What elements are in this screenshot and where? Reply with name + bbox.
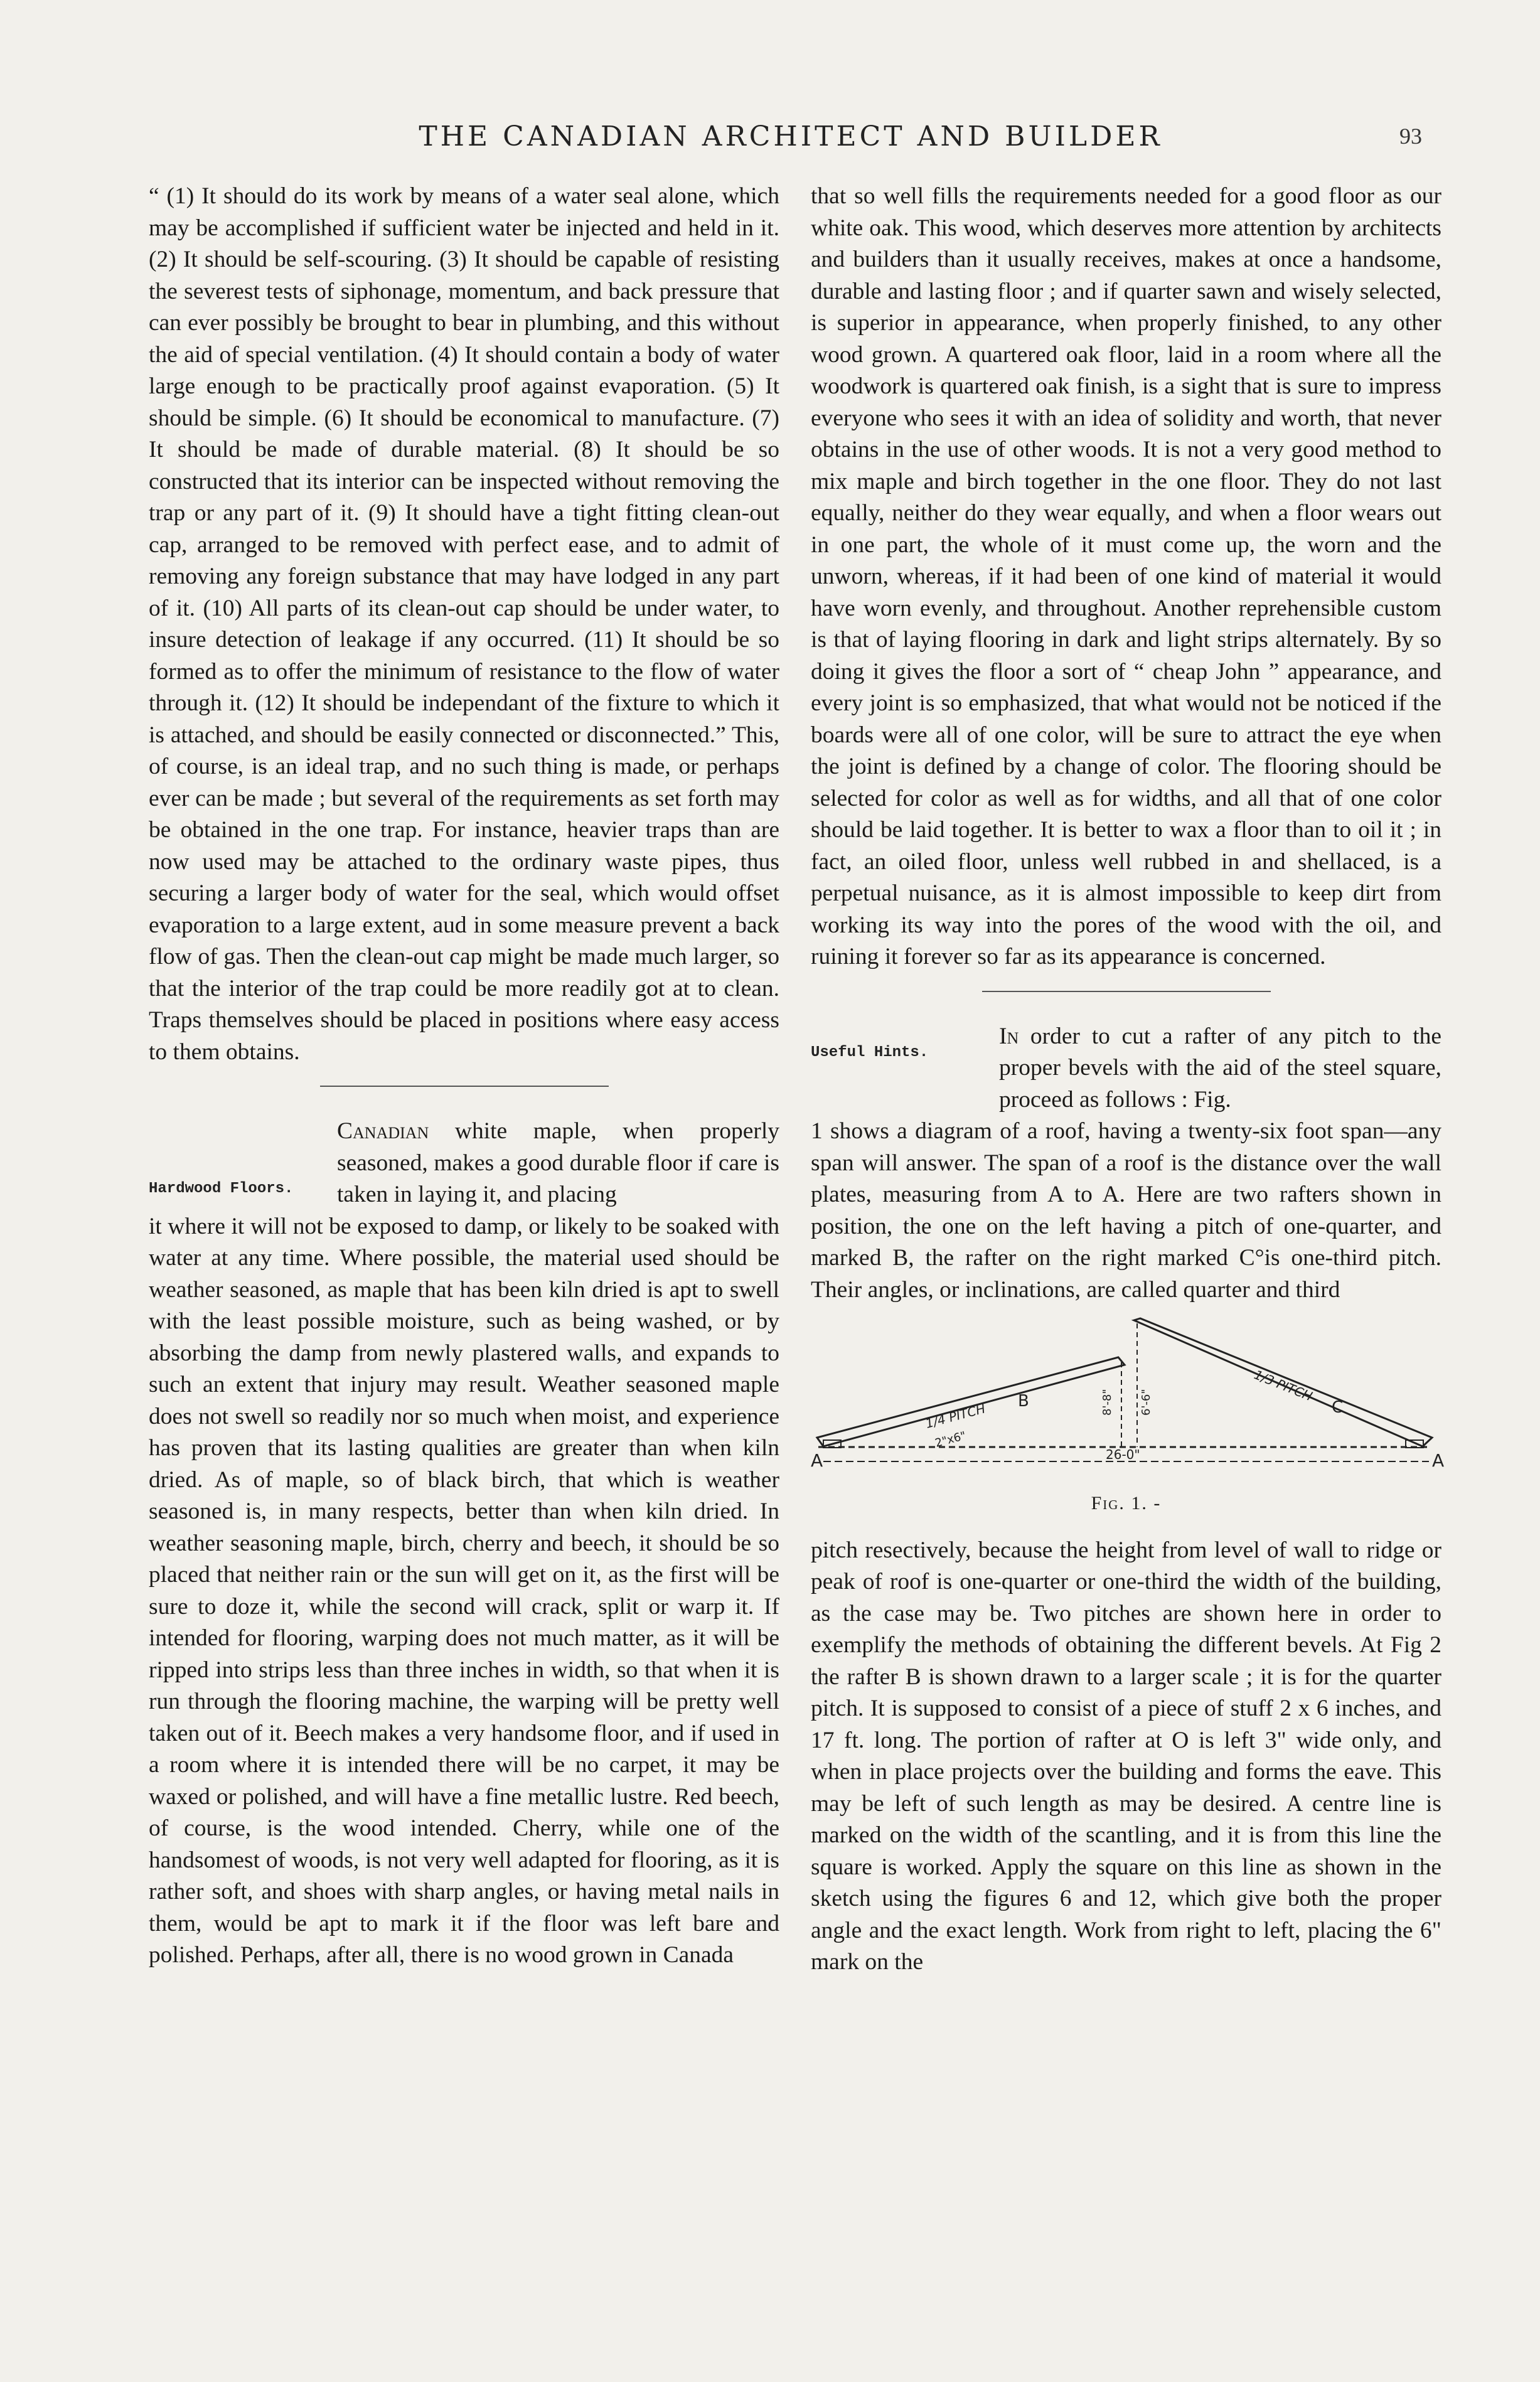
hardwood-floors-section-head [149, 1116, 779, 1211]
hardwood-head-text: white maple, when properly seasoned, makes a good durable floor if care is taken in laying it, and placing [337, 1118, 780, 1207]
white-oak-paragraph: that so well fills the requirements needed for a good floor as our white oak. This wood, which deserves more attention by architects and builders than it usually receives, makes at once a handsome, durable and lasting floor ; and if quarter sawn and wisely selected, is superior in appearance, when properly finished, to any other wood grown. A quartered oak floor, laid in a room where all the woodwork is quartered oak finish, is a sight that is sure to impress everyone who sees it with an idea of solidity and worth, that never obtains in the use of other woods. It is not a very good method to mix maple and birch together in the one floor. They do not last equally, neither do they wear equally, and when a floor wears out in one part, the whole of it must come up, the worn and the unworn, whereas, if it had been of one kind of material it would have worn evenly, and throughout. Another reprehensible custom is that of laying flooring in dark and light strips alternately. By so doing it gives the floor a sort of “ cheap John ” appearance, and every joint is so emphasized, that what would not be noticed if the boards were all of one color, will be sure to attract the eye when the joint is defined by a change of color. The flooring should be selected for color as well as for widths, and all that of one color should be laid together. It is better to wax a floor than to oil it ; in fact, an oiled floor, unless well rubbed in and shellaced, is a perpetual nuisance, as it is almost impossible to keep dirt from working its way into the pores of the wood with the oil, and ruining it forever so far as its appearance is concerned. [811, 183, 1441, 969]
roof-diagram-figure [811, 1318, 1445, 1482]
left-column [149, 181, 779, 1972]
label-a-left: A [811, 1450, 823, 1471]
section-divider [982, 991, 1271, 992]
useful-hints-paragraph: 1 shows a diagram of a roof, having a twenty-six foot span—any span will answer. The span of a roof is the distance over the wall plates, measuring from A to A. Here are two rafters shown in position, the one on the left having a pitch of one-quarter, and marked B, the rafter on the right marked C°is one-third pitch. Their angles, or inclinations, are called quarter and third [811, 1118, 1441, 1303]
figure-caption: Fig. 1. - [1091, 1493, 1162, 1514]
rafter-b [817, 1357, 1125, 1446]
useful-hints-section-head [811, 1021, 1441, 1116]
hints-lead-word: In [999, 1023, 1019, 1049]
label-a-right: A [1432, 1450, 1445, 1471]
section-divider [320, 1086, 609, 1087]
label-rafter-size: 2"x6" [933, 1429, 968, 1450]
label-quarter-pitch: 1/4 PITCH [924, 1401, 987, 1431]
hints-head-text: order to cut a rafter of any pitch to the proper bevels with the aid of the steel square, proceed as follows : Fig. [999, 1023, 1442, 1113]
label-third-pitch: 1/3 PITCH [1252, 1367, 1315, 1404]
useful-hints-label: Useful Hints. [811, 1044, 929, 1061]
label-b: B [1018, 1392, 1029, 1411]
pitch-explanation-paragraph: pitch resectively, because the height from level of wall to ridge or peak of roof is one-quarter or one-third the width of the building, as the case may be. Two pitches are shown here in order to exemplify the methods of obtaining the different bevels. At Fig 2 the rafter B is shown drawn to a larger scale ; it is for the quarter pitch. It is supposed to consist of a piece of stuff 2 x 6 inches, and 17 ft. long. The portion of rafter at O is left 3" wide only, and when in place projects over the building and forms the eave. This may be left of such length as may be desired. A centre line is marked on the width of the scantling, and it is from this line the square is worked. Apply the square on this line as shown in the sketch using the figures 6 and 12, which give both the proper angle and the exact length. Work from right to left, placing the 6" mark on the [811, 1537, 1441, 1975]
label-rise-c: 6'-6" [1140, 1389, 1153, 1416]
running-head: THE CANADIAN ARCHITECT AND BUILDER [419, 120, 1163, 152]
label-rise-b: 8'-8" [1101, 1389, 1114, 1416]
label-span: 26-0" [1106, 1447, 1140, 1462]
hardwood-floors-paragraph: it where it will not be exposed to damp, or likely to be soaked with water at any time. Where possible, the material used should be weather seasoned, as maple that has been kiln dried is apt to swell with the least possible moisture, such as being washed, or by absorbing the damp from newly plastered walls, and expands to such an extent that injury may result. Weather seasoned maple does not swell so readily nor so much when moist, and experience has proven that its lasting qualities are greater than when kiln dried. As of maple, so of black birch, that which is weather seasoned is, in many respects, better than when kiln dried. In weather seasoning maple, birch, cherry and beech, it should be so placed that neither rain or the sun will get on it, as the first will be sure to doze it, while the second will crack, split or warp it. If intended for flooring, warping does not much matter, as it will be ripped into strips less than three inches in width, so that when it is run through the flooring machine, the warping will be pretty well taken out of it. Beech makes a very handsome floor, and if used in a room where it is intended there will be no carpet, it may be waxed or polished, and will have a fine metallic lustre. Red beech, of course, is the wood intended. Cherry, while one of the handsomest of woods, is not very well adapted for flooring, as it is rather soft, and shoes with sharp angles, or having metal nails in them, would be apt to mark it if the floor was left bare and polished. Perhaps, after all, there is no wood grown in Canada [149, 1213, 779, 1968]
page-number: 93 [1399, 124, 1422, 149]
label-c: C [1332, 1398, 1344, 1417]
hardwood-lead-word: Canadian [337, 1118, 429, 1144]
roof-diagram [811, 1318, 1445, 1482]
trap-requirements-paragraph: “ (1) It should do its work by means of a water seal alone, which may be accomplished if sufficient water be injected and held in it. (2) It should be self-scouring. (3) It should be capable of resisting the severest tests of siphonage, momentum, and back pressure that can ever possibly be brought to bear in plumbing, and this without the aid of special ventilation. (4) It should contain a body of water large enough to be practically proof against evaporation. (5) It should be simple. (6) It should be economical to manufacture. (7) It should be made of durable material. (8) It should be so constructed that its interior can be inspected without removing the trap or any part of it. (9) It should have a tight fitting clean-out cap, arranged to be removed with perfect ease, and to admit of removing any foreign substance that may have lodged in any part of it. (10) All parts of its clean-out cap should be under water, to insure detection of leakage if any occurred. (11) It should be so formed as to offer the minimum of resistance to the flow of water through it. (12) It should be independant of the fixture to which it is attached, and should be easily connected or disconnected.” This, of course, is an ideal trap, and no such thing is made, or perhaps ever can be made ; but several of the requirements as set forth may be obtained in the one trap. For instance, heavier traps than are now used may be attached to the ordinary waste pipes, thus securing a larger body of water for the seal, which would offset evaporation to a large extent, aud in some measure prevent a back flow of gas. Then the clean-out cap might be made much larger, so that the interior of the trap could be more readily got at to clean. Traps themselves should be placed in positions where easy access to them obtains. [149, 183, 779, 1065]
hardwood-floors-label: Hardwood Floors. [149, 1180, 294, 1197]
right-column [811, 181, 1445, 1979]
